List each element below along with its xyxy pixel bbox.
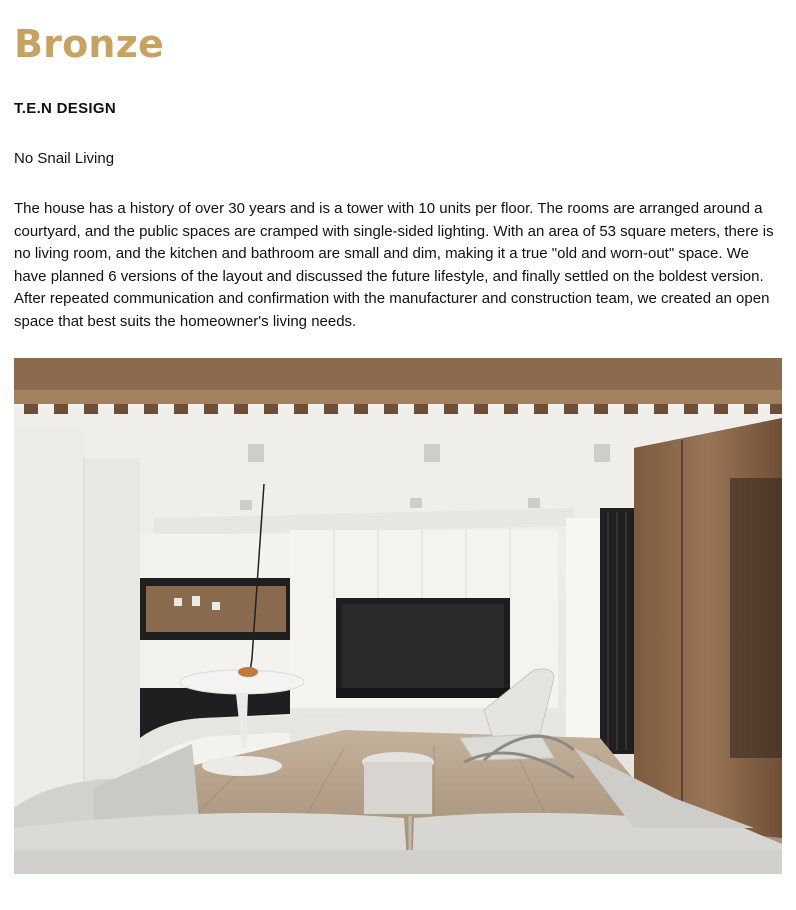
designer-name: T.E.N DESIGN — [14, 100, 116, 117]
interior-photo — [14, 358, 782, 874]
award-title: Bronze — [14, 22, 164, 66]
project-description: The house has a history of over 30 years and is a tower with 10 units per floor. The rooms are arranged around a courtyard, and the public spaces are cramped with single-sided lighting. With an area of 53 square meters, there is no living room, and the kitchen and bathroom are small and dim, making it a true "old and worn-out" space. We have planned 6 versions of the layout and discussed the future lifestyle, and finally settled on the boldest version. After repeated communication and confirmation with the manufacturer and construction team, we created an open space that best suits the homeowner's living needs. — [14, 200, 774, 330]
project-name: No Snail Living — [14, 150, 115, 167]
